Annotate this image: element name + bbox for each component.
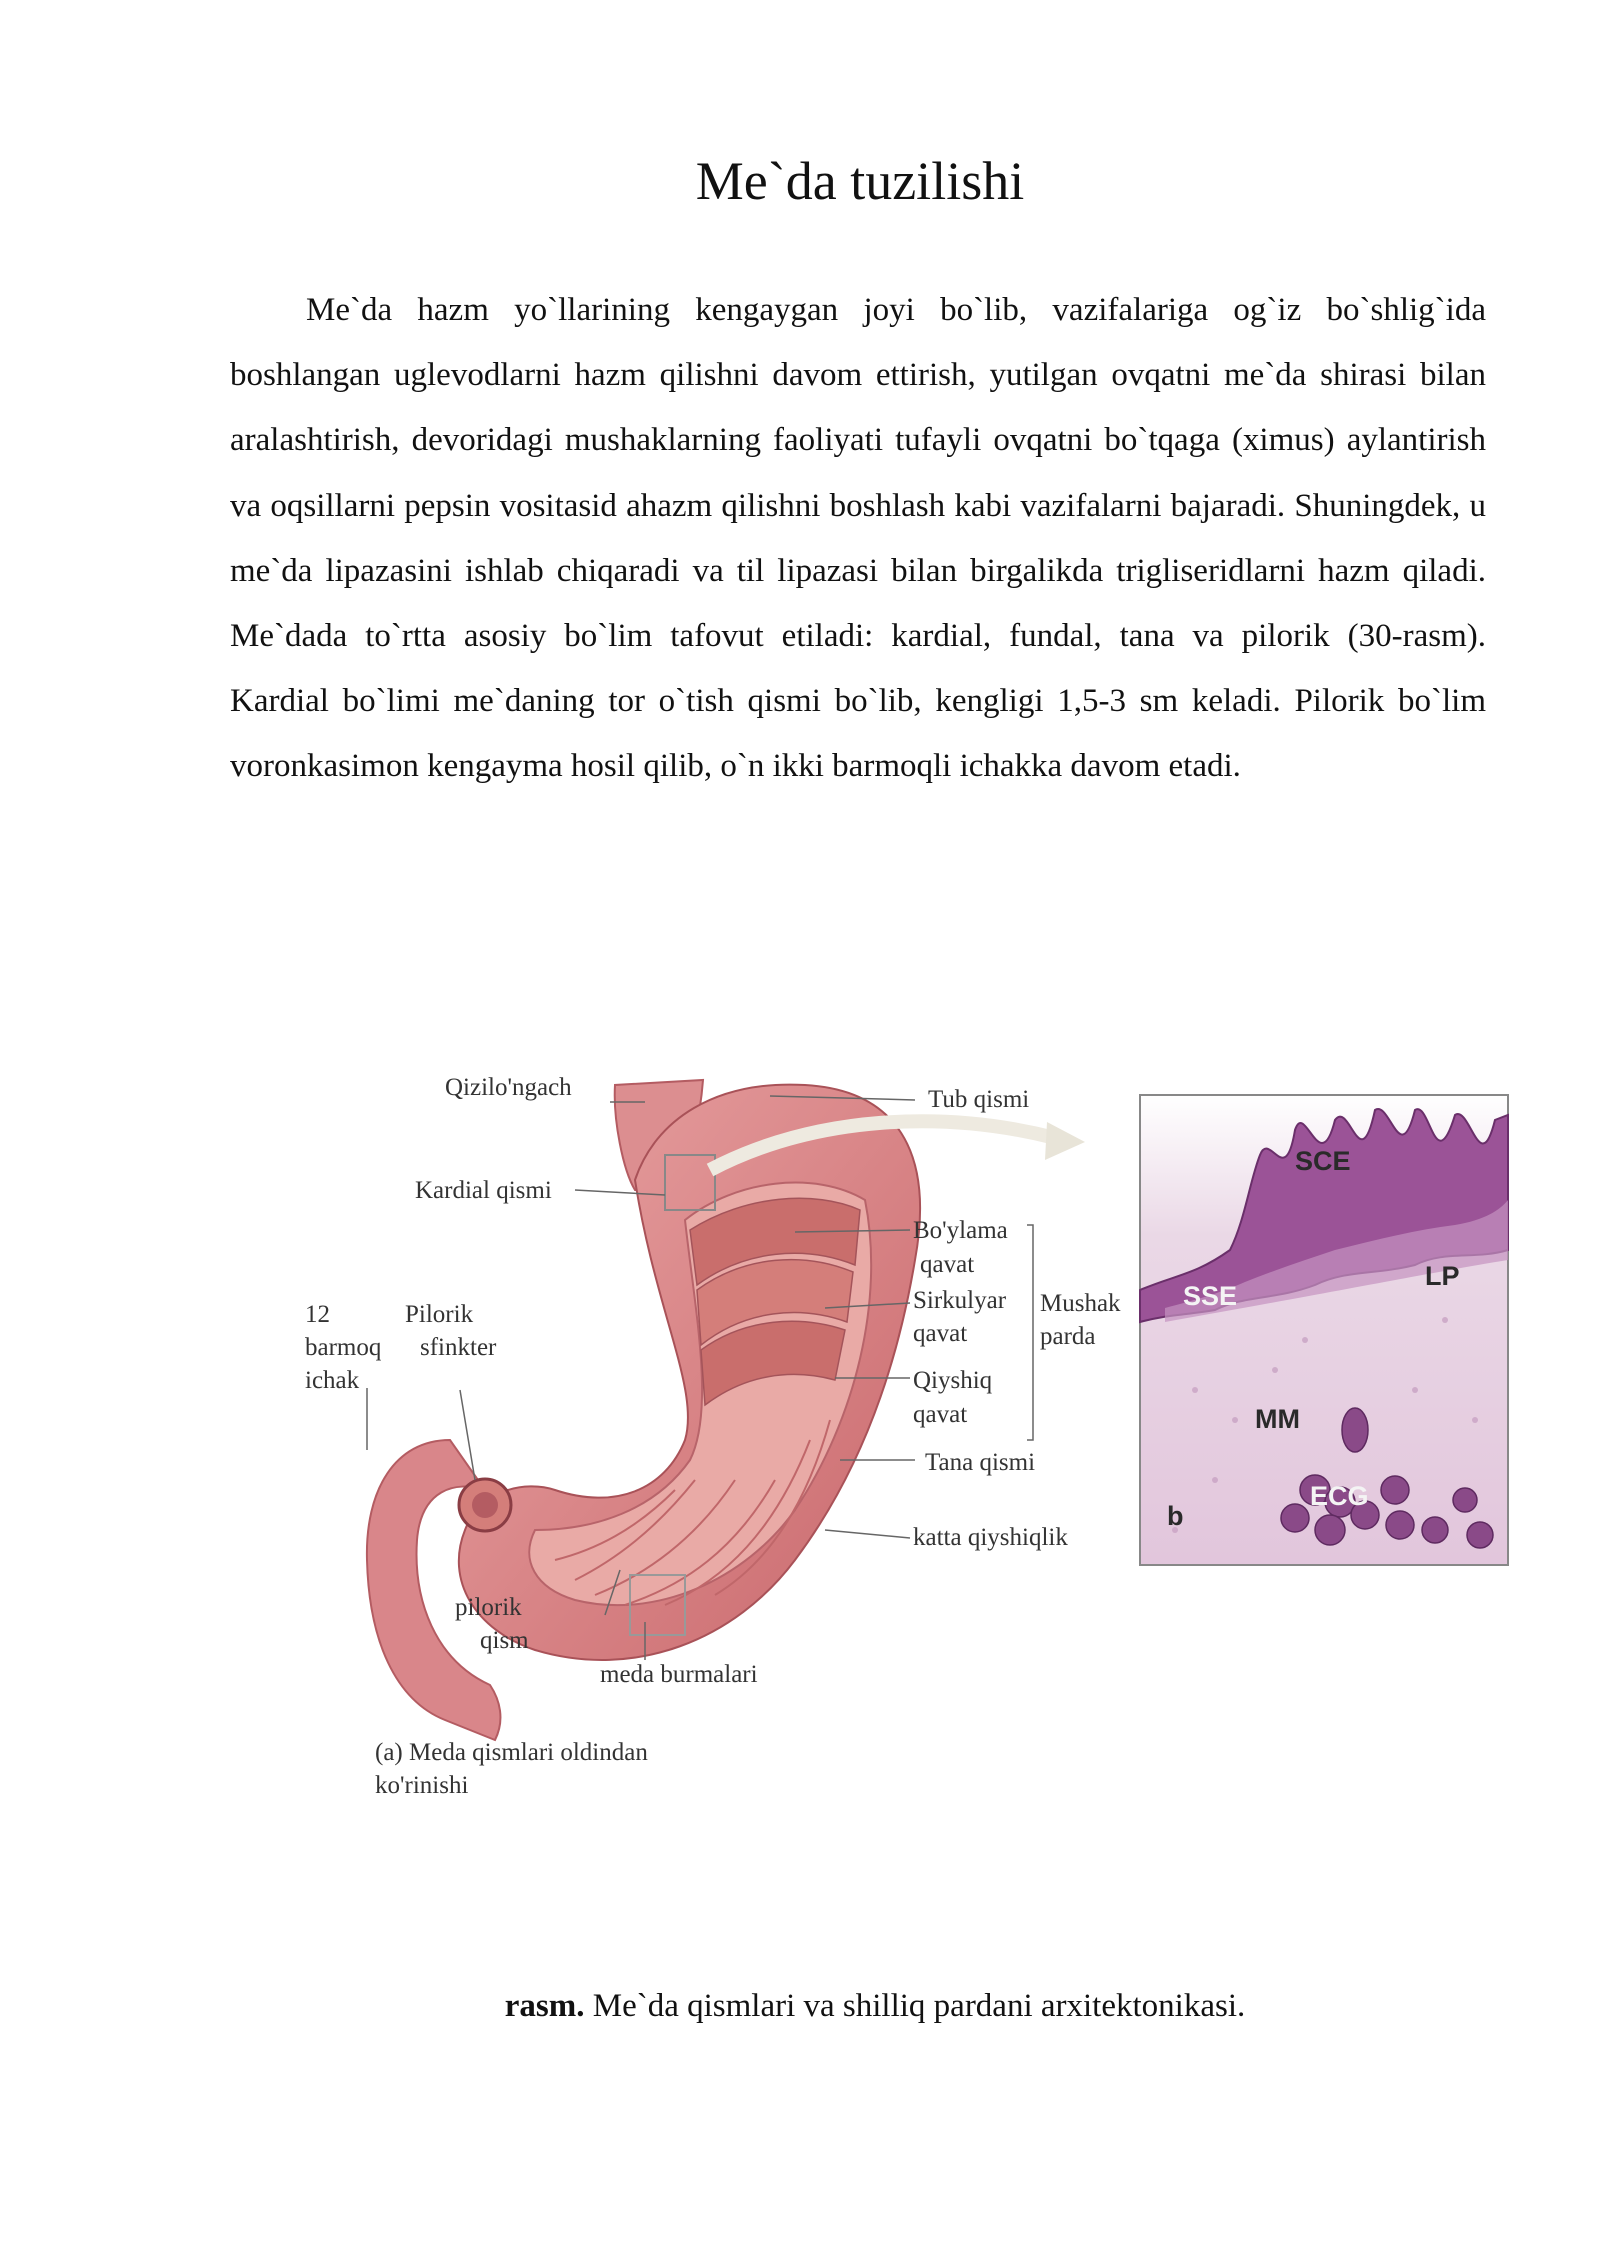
stomach-figure [295,1060,1525,1840]
label-qiyshiq-1: Qiyshiq [913,1367,993,1394]
label-pilorik-sf-1: Pilorik [405,1301,474,1328]
label-tub: Tub qismi [928,1086,1030,1113]
label-subfig-a-2: ko'rinishi [375,1772,469,1799]
label-panel-b: b [1167,1501,1184,1531]
label-duodenum-3: ichak [305,1367,360,1394]
label-subfig-a-1: (a) Meda qismlari oldindan [375,1739,648,1766]
label-qiyshiq-2: qavat [913,1401,968,1428]
label-boylama-1: Bo'ylama [913,1217,1008,1244]
label-qizilongach: Qizilo'ngach [445,1074,572,1101]
page-title: Me`da tuzilishi [695,151,1025,211]
label-sse: SSE [1183,1281,1238,1311]
figure-caption [0,1988,1600,2025]
label-kardial: Kardial qismi [415,1177,552,1204]
label-pilorik-sf-2: sfinkter [420,1334,497,1361]
label-katta: katta qiyshiqlik [913,1524,1068,1551]
caption-text: Me`da qismlari va shilliq pardani arxitektonikasi. [584,1988,1246,2024]
label-duodenum-2: barmoq [305,1334,382,1361]
label-boylama-2: qavat [920,1251,975,1278]
label-tana: Tana qismi [925,1449,1036,1476]
stomach-illustration [295,1060,1525,1840]
label-burmalar: meda burmalari [600,1661,758,1688]
label-sce: SCE [1295,1146,1351,1176]
label-sirkulyar-2: qavat [913,1320,968,1347]
label-duodenum-1: 12 [305,1301,330,1328]
label-pilorik-q-1: pilorik [455,1594,522,1621]
label-mm: MM [1255,1404,1300,1434]
caption-bold: rasm. [504,1988,585,2024]
body-paragraph: Me`da hazm yo`llarining kengaygan joyi bo`lib, vazifalariga og`iz bo`shlig`ida boshlangan uglevodlarni hazm qilishni davom ettirish, yutilgan ovqatni me`da shirasi bilan aralashtirish, devoridagi mushaklarning faoliyati tufayli ovqatni bo`tqaga (ximus) aylantirish va oqsillarni pepsin vositasid ahazm qilishni boshlash kabi vazifalarni bajaradi. Shuningdek, u me`da lipazasini ishlab chiqaradi va til lipazasi bilan birgalikda trigliseridlarni hazm qiladi. Me`dada to`rtta asosiy bo`lim tafovut etiladi: kardial, fundal, tana va pilorik (30-rasm). Kardial bo`limi me`daning tor o`tish qismi bo`lib, kengligi 1,5-3 sm keladi. Pilorik bo`lim voronkasimon kengayma hosil qilib, o`n ikki barmoqli ichakka davom etadi. [230,292,1486,785]
label-sirkulyar-1: Sirkulyar [913,1287,1007,1314]
label-ecg: ECG [1310,1481,1369,1511]
label-pilorik-q-2: qism [480,1627,529,1654]
label-mushak-2: parda [1040,1323,1096,1350]
label-mushak-1: Mushak [1040,1290,1121,1317]
histology-panel [1140,1095,1508,1565]
label-lp: LP [1425,1261,1460,1291]
